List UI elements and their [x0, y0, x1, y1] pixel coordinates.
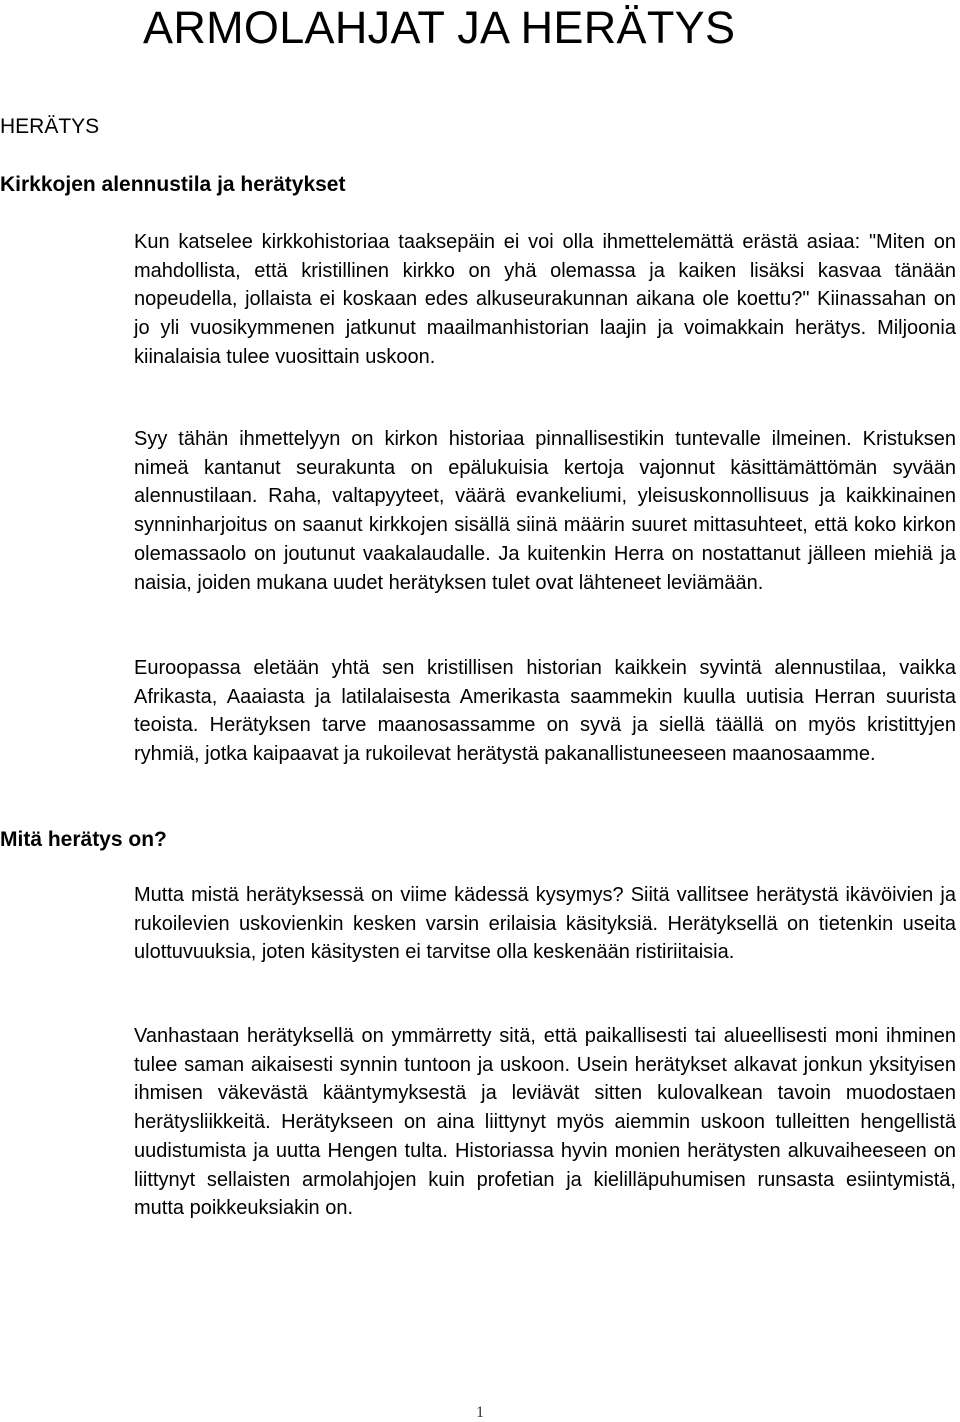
paragraph-4: Mutta mistä herätyksessä on viime kädessä kysymys? Siitä vallitsee herätystä ikävöivien ja rukoilevien uskovienkin kesken varsin erilaisia käsityksiä. Herätyksellä on tietenkin useita ulottuvuuksia, joten käsitysten ei tarvitse olla keskenään ristiriitaisia.	[134, 884, 956, 964]
paragraph-5: Vanhastaan herätyksellä on ymmärretty sitä, että paikallisesti tai alueellisesti moni ihminen tulee saman aikaisesti synnin tuntoon ja uskoon. Usein herätykset alkavat jonkun yksityisen ihmisen väkevästä kääntymyksestä ja leviävät sitten kulovalkean tavoin muodostaen herätysliikkeitä. Herätykseen on aina liittynyt myös aiemmin uskoon tulleitten hengellistä uudistumista ja uutta Hengen tulta. Historiassa hyvin monien herätysten alkuvaiheeseen on liittynyt sellaisten armolahjojen kuin profetian ja kielilläpuhumisen runsasta esiintymistä, mutta poikkeuksiakin on.	[134, 1025, 956, 1220]
document-title: ARMOLAHJAT JA HERÄTYS	[143, 2, 736, 53]
subheading-mita-heratys-on: Mitä herätys on?	[0, 828, 167, 851]
subheading-kirkkojen-alennustila: Kirkkojen alennustila ja herätykset	[0, 173, 346, 196]
paragraph-1: Kun katselee kirkkohistoriaa taaksepäin ei voi olla ihmettelemättä erästä asiaa: "Miten on mahdollista, että kristillinen kirkko on yhä olemassa ja kaiken lisäksi kasvaa tänään nopeudella, jollaista ei koskaan edes alkuseurakunnan aikana ole koettu?" Kiinassahan on jo yli vuosikymmenen jatkunut maailmanhistorian laajin ja voimakkain herätys. Miljoonia kiinalaisia tulee vuosittain uskoon.	[134, 231, 956, 368]
page-number: 1	[476, 1404, 484, 1421]
section-heading-heratys: HERÄTYS	[0, 115, 100, 138]
paragraph-2: Syy tähän ihmettelyyn on kirkon historiaa pinnallisestikin tuntevalle ilmeinen. Kristuksen nimeä kantanut seurakunta on epälukuisia kertoja vajonnut käsittämättömän syvään alennustilaan. Raha, valtapyyteet, väärä evankeliumi, yleisuskonnollisuus ja kaikkinainen synninharjoitus on saanut kirkkojen sisällä siinä määrin suuret mittasuhteet, että koko kirkon olemassaolo on joutunut vaakalaudalle. Ja kuitenkin Herra on nostattanut jälleen miehiä ja naisia, joiden mukana uudet herätyksen tulet ovat lähteneet leviämään.	[134, 428, 956, 594]
paragraph-3: Euroopassa eletään yhtä sen kristillisen historian kaikkein syvintä alennustilaa, vaikka Afrikasta, Aaaiasta ja latilalaisesta Amerikasta saammekin kuulla uutisia Herran suurista teoista. Herätyksen tarve maanosassamme on syvä ja siellä täällä on myös kristittyjen ryhmiä, jotka kaipaavat ja rukoilevat herätystä pakanallistuneeseen maanosaamme.	[134, 657, 956, 766]
